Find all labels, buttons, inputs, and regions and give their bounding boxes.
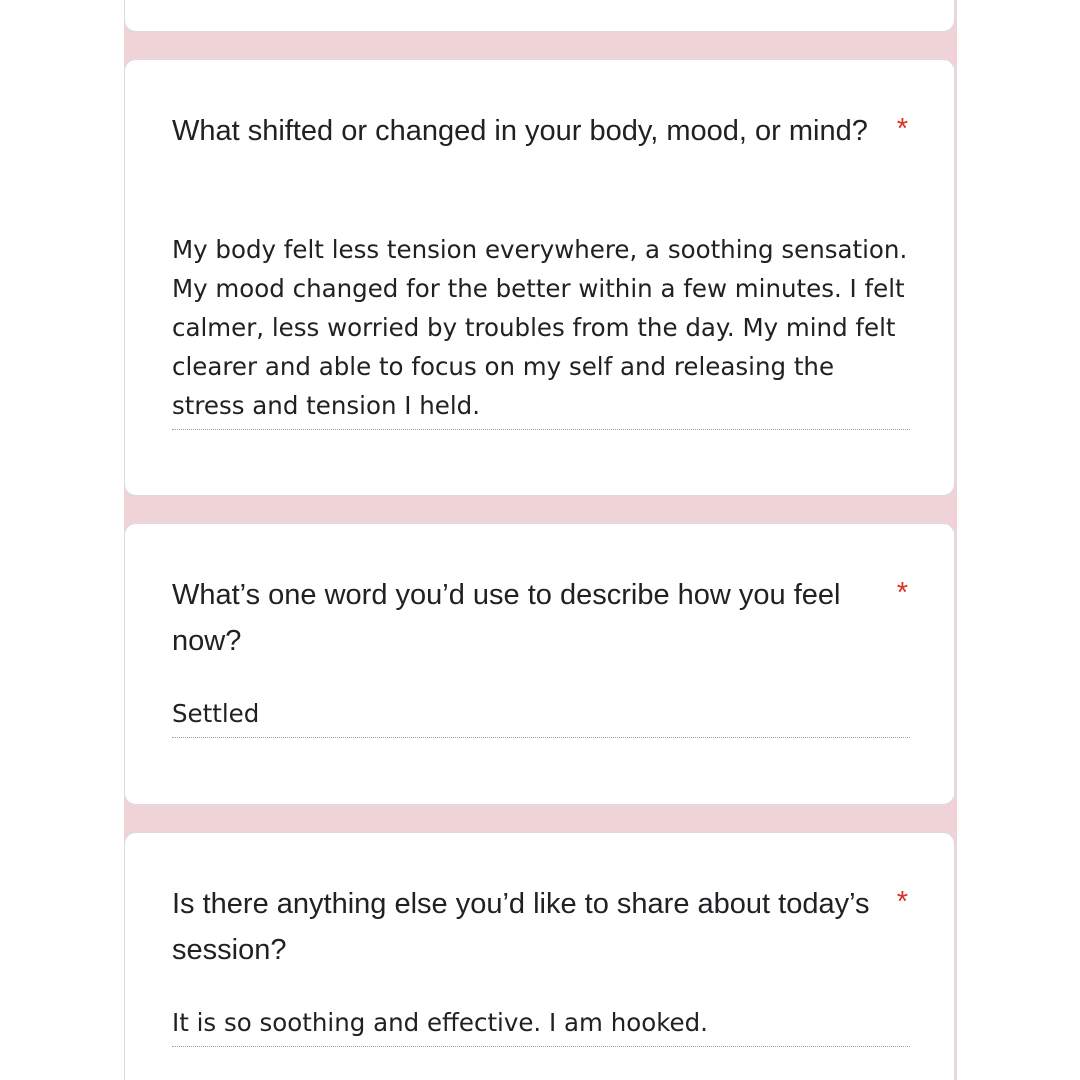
question-title: What shifted or changed in your body, mood, or mind? bbox=[172, 115, 868, 147]
question-title: Is there anything else you’d like to share about today’s session? bbox=[172, 888, 870, 966]
required-asterisk: * bbox=[896, 113, 908, 145]
required-asterisk: * bbox=[896, 886, 908, 918]
question-card-anything-else bbox=[124, 832, 955, 1080]
required-asterisk: * bbox=[896, 577, 908, 609]
question-card-body-mood-mind bbox=[124, 59, 955, 496]
answer-field[interactable]: It is so soothing and effective. I am hooked. bbox=[172, 1003, 910, 1047]
answer-field[interactable]: My body felt less tension everywhere, a soothing sensation. My mood changed for the better within a few minutes. I felt calmer, less worried by troubles from the day. My mind felt clearer and able to focus on my self and releasing the stress and tension I held. bbox=[172, 230, 910, 430]
question-title: What’s one word you’d use to describe how you feel now? bbox=[172, 579, 841, 657]
answer-field[interactable]: Settled bbox=[172, 694, 910, 738]
question-card-one-word bbox=[124, 523, 955, 805]
previous-question-card bbox=[124, 0, 955, 32]
